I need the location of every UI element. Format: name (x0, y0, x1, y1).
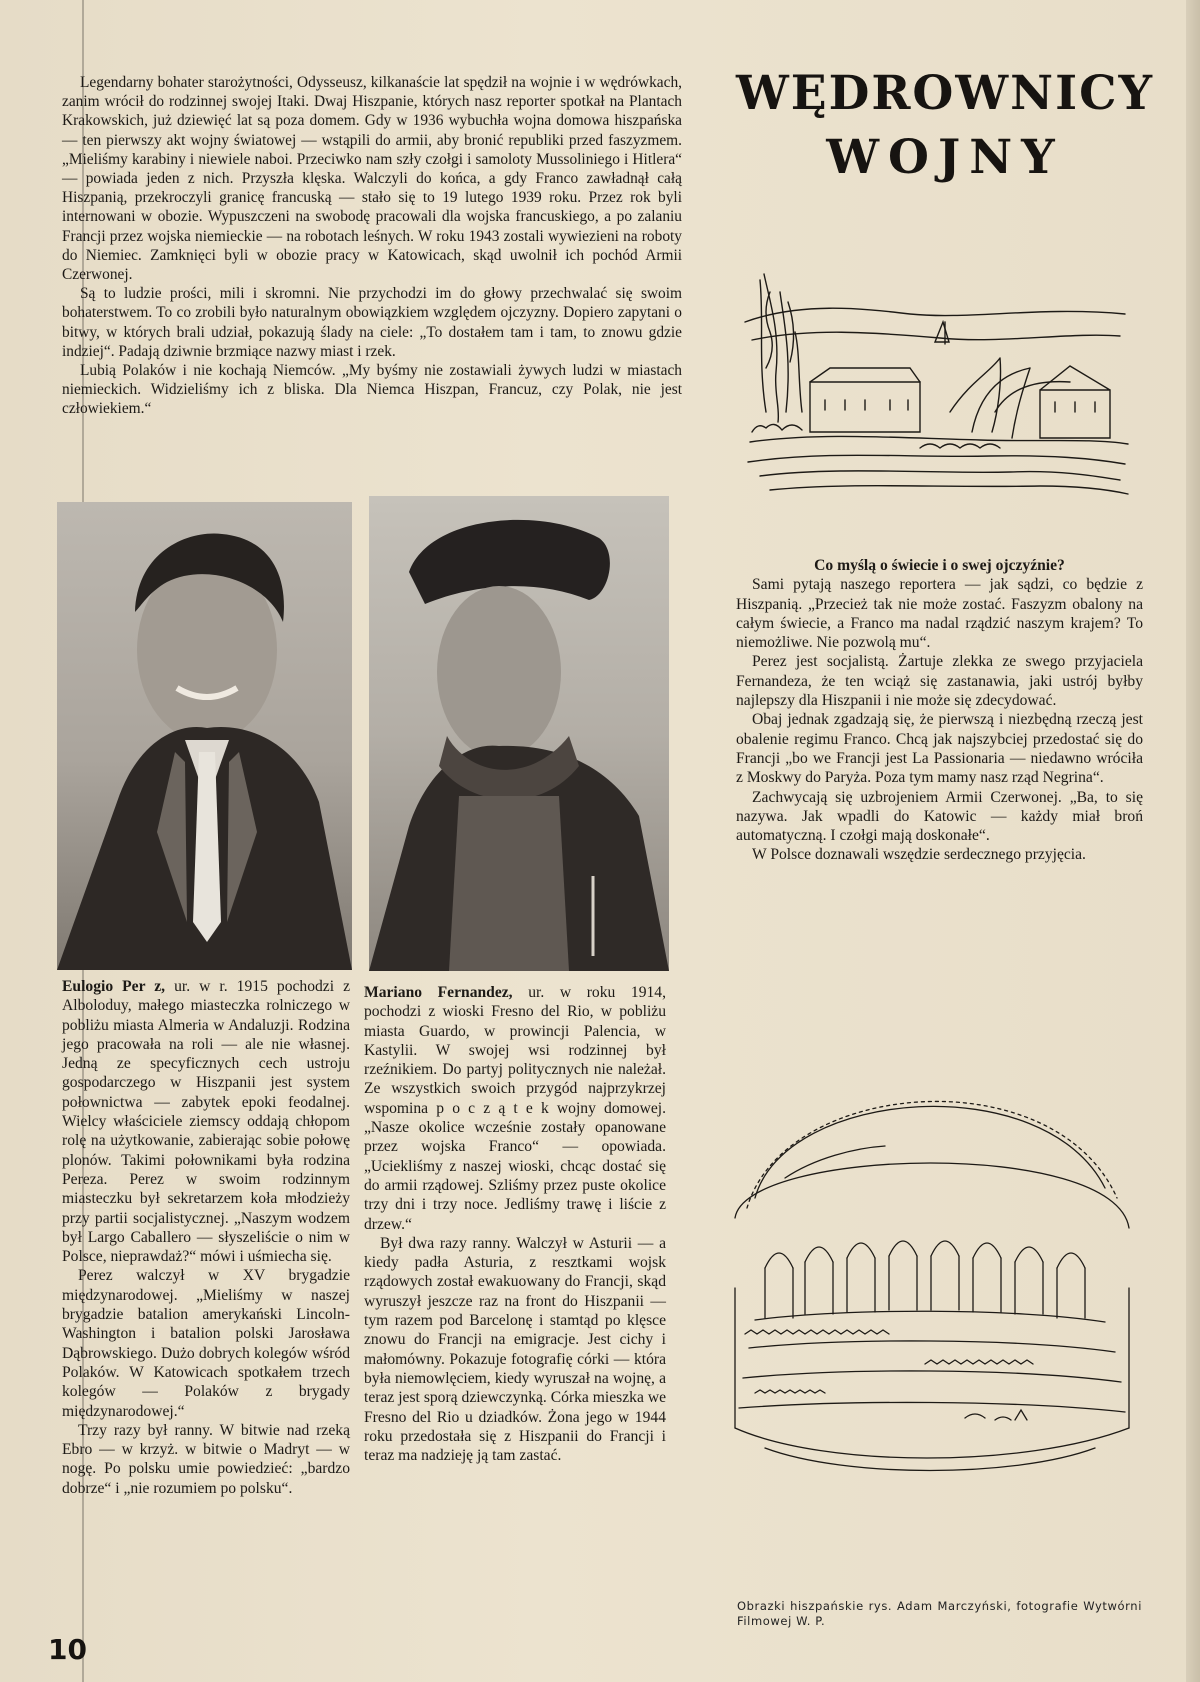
intro-paragraph: Są to ludzie prości, mili i skromni. Nie przychodzi im do głowy przechwalać się swoim bohaterstwem. To co zrobili było naturalnym obowiązkiem względem ojczyzny. Dopiero zapytani o bitwy, w których brali udział, pokazują ślady na ciele: „To dostałem tam i tam, to znowu gdzie indziej“. Padają dziwnie brzmiące nazwy miast i rzek. (62, 285, 682, 360)
page-edge (1186, 0, 1200, 1682)
caption-paragraph: Trzy razy był ranny. W bitwie nad rzeką Ebro — w krzyż. w bitwie o Madryt — w nogę. Po polsku umie powiedzieć: „bardzo dobrze“ i „nie rozumiem po polsku“. (62, 1421, 350, 1497)
intro-paragraph: Legendarny bohater starożytności, Odysseusz, kilkanaście lat spędził na wojnie i w wędrówkach, zanim wrócił do rodzinnej swojej Itaki. Dwaj Hiszpanie, których nasz reporter spotkał na Plantach Krakowskich, już dziewięć lat są poza domem. Gdy w 1936 wybuchła wojna domowa hiszpańska — ten pierwszy akt wojny światowej — wstąpili do armii, aby bronić republiki przed faszyzmem. „Mieliśmy karabiny i niewiele naboi. Przeciwko nam szły czołgi i samoloty Mussoliniego i Hitlera“ — powiada jeden z nich. Przyszła klęska. Walczyli do końca, a gdy Franco zawładnął całą Hiszpanią, przekroczyli granicę francuską — stało się to 19 lutego 1939 roku. Przez rok byli internowani w obozie. Wypuszczeni na swobodę pracowali dla wojska francuskiego, a po zalaniu Francji przez wojska niemieckie — na robotach leśnych. W roku 1943 zostali wywiezieni na roboty do Niemiec. Zamknięci byli w obozie pracy w Katowicach, skąd uwolnił ich pochód Armii Czerwonej. (62, 74, 682, 284)
intro-paragraph: Lubią Polaków i nie kochają Niemców. „My byśmy nie zostawiali żywych ludzi w miastach niemieckich. Widzieliśmy ich z bliska. Dla Niemca Hiszpan, Francuz, czy Polak, nie jest człowiekiem.“ (62, 362, 682, 418)
right-paragraph: Zachwycają się uzbrojeniem Armii Czerwonej. „Ba, to się nazywa. Jak wpadli do Katowic — każdy miał broń automatyczną. I czołgi mają doskonałe“. (736, 788, 1143, 845)
right-paragraph: W Polsce doznawali wszędzie serdecznego przyjęcia. (752, 846, 1086, 864)
page-number: 10 (48, 1633, 87, 1666)
caption-paragraph: Perez walczył w XV brygadzie międzynarodowej. „Mieliśmy w naszej brygadzie batalion amerykański Lincoln-Washington i batalion polski Jarosława Dąbrowskiego. Dużo dobrych kolegów wśród Polaków. W Katowicach spotkałem trzech kolegów — Polaków z brygady międzynarodowej.“ (62, 1267, 350, 1420)
caption-mariano-fernandez (364, 983, 666, 1465)
title-line-1: WĘDROWNICY (735, 66, 1155, 121)
intro-text (62, 73, 682, 419)
section-subheading: Co myślą o świecie i o swej ojczyźnie? (814, 557, 1065, 574)
caption-text: ur. w roku 1914, pochodzi z wioski Fresno del Rio, w pobliżu miasta Guardo, w prowincji Palencia, w Kastylii. W swojej wsi rodzinnej był rzeźnikiem. Do partyj politycznych nie należał. Ze wszystkich swoich przygód najprzykrzej wspomina p o c z ą t e k wojny domowej. „Nasze okolice wcześnie zostały opanowane przez wojska Franco“ — opowiada. „Uciekliśmy z naszej wioski, chcąc dostać się do armii rządowej. Szliśmy przez puste okolice trzy dni i trzy noce. Jedliśmy trawę i liście z drzew.“ (364, 984, 667, 1233)
caption-text: ur. w r. 1915 pochodzi z Alboloduy, małego miasteczka rolniczego w pobliżu miasta Almeria w Andaluzji. Rodzina jego pracowała na roli — ale nie własnej. Jedną ze specyficznych cech ustroju gospodarczego w Hiszpanii jest system połownictwa — zabytek epoki feodalnej. Wielcy właściciele ziemscy oddają chłopom rolę na użytkowanie, zabierając sobie połowę plonów. Takimi połownikami była rodzina Pereza. Perez w swoim rodzinnym miasteczku był sekretarzem koła młodzieży przy partii socjalistycznej. „Naszym wodzem był Largo Caballero — słyszeliście o nim w Polsce, nieprawdaż?“ mówi i uśmiecha się. (62, 978, 350, 1266)
portrait-mariano-fernandez (369, 496, 669, 971)
illustration-credits: Obrazki hiszpańskie rys. Adam Marczyński, fotografie Wytwórni Filmowej W. P. (737, 1599, 1142, 1628)
right-column-text (736, 556, 1143, 865)
caption-paragraph (364, 983, 666, 1234)
caption-paragraph: Był dwa razy ranny. Walczył w Asturii — a kiedy padła Asturia, z resztkami wojsk rządowych został ewakuowany do Francji, skąd wyruszył jeszcze raz na front do Hiszpanii — tym razem pod Barcelonę i stamtąd po klęsce znowu do Francji na emigracje. Jest cichy i małomówny. Pokazuje fotografię córki — która była niemowlęciem, kiedy wyruszał na wojnę, a teraz jest sporą dziewczynką. Córka mieszka we Fresno del Rio u dziadków. Żona jego w 1944 roku przedostała się z Hiszpanii do Francji i teraz ma nadzieję ją tam zastać. (364, 1234, 666, 1465)
article-title (730, 62, 1160, 190)
right-paragraph: Perez jest socjalistą. Żartuje zlekka ze swego przyjaciela Fernandeza, że ten wciąż się zastanawia, jaki ustrój byłby najlepszy dla Hiszpanii i nie może się zdecydować. (736, 653, 1143, 710)
caption-paragraph (62, 977, 350, 1266)
bullring-sketch (725, 1048, 1135, 1500)
caption-eulogio-perez (62, 977, 350, 1498)
portrait-drawing (57, 502, 352, 970)
title-line-2: WOJNY (826, 130, 1064, 185)
portrait-drawing (369, 496, 669, 971)
landscape-sketch (740, 262, 1130, 502)
right-paragraph: Sami pytają naszego reportera — jak sądzi, co będzie z Hiszpanią. „Przecież tak nie może zostać. Faszyzm obalony na całym świecie, a Franco ma nadal rządzić naszym krajem? To niemożliwe. Nie pozwolą mu“. (736, 576, 1143, 652)
portrait-eulogio-perez (57, 502, 352, 970)
person-name: Mariano Fernandez, (364, 984, 513, 1001)
person-name: Eulogio Per z, (62, 978, 166, 995)
right-paragraph: Obaj jednak zgadzają się, że pierwszą i niezbędną rzeczą jest obalenie regimu Franco. Chcą jak najszybciej przedostać się do Francji „bo we Francji jest La Passionaria — niedawno wróciła z Moskwy do Paryża. Poza tym mamy nasz rząd Negrina“. (736, 711, 1143, 787)
